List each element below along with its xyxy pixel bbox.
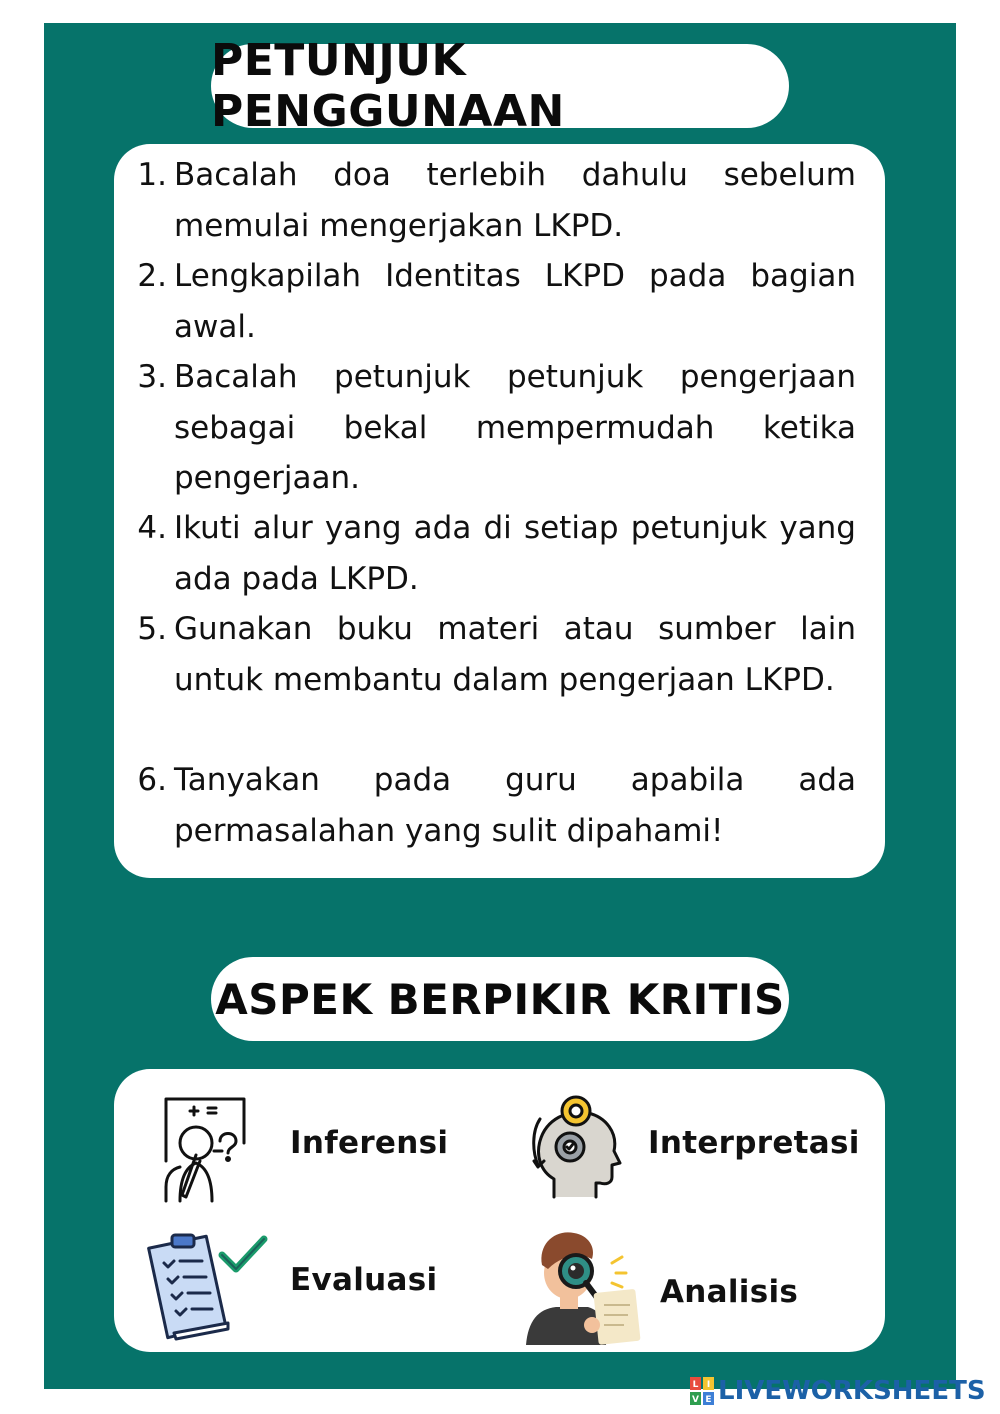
badge-letter: E: [705, 1395, 712, 1405]
liveworksheets-watermark: [690, 1376, 986, 1406]
instruction-text: Tanyakan pada guru apabila ada permasalahan yang sulit dipahami!: [174, 762, 856, 849]
badge-letter: V: [692, 1395, 699, 1405]
instruction-text: Gunakan buku materi atau sumber lain untuk membantu dalam pengerjaan LKPD.: [174, 611, 856, 698]
aspects-title: ASPEK BERPIKIR KRITIS: [211, 957, 789, 1041]
aspects-card: [114, 1069, 885, 1352]
liveworksheets-logo-icon: [690, 1377, 714, 1405]
instruction-number: 2.: [137, 258, 167, 294]
instruction-number: 1.: [137, 157, 167, 193]
badge-letter: L: [692, 1380, 699, 1390]
instruction-text: Bacalah petunjuk petunjuk pengerjaan sebagai bekal mempermudah ketika pengerjaan.: [174, 359, 856, 496]
watermark-text: LIVEWORKSHEETS: [718, 1376, 986, 1406]
aspect-label: Analisis: [660, 1274, 799, 1310]
instructions-list: [114, 144, 885, 878]
instruction-number: 6.: [137, 762, 167, 798]
clipboard-check-icon: [146, 1233, 270, 1343]
instruction-text: Ikuti alur yang ada di setiap petunjuk yang ada pada LKPD.: [174, 510, 856, 597]
aspect-item: [660, 1274, 798, 1310]
head-gears-icon: [526, 1091, 622, 1201]
badge-letter: I: [706, 1380, 711, 1390]
instructions-title: PETUNJUK PENGGUNAAN: [211, 44, 789, 128]
aspect-item: [290, 1125, 448, 1161]
instructions-card: [114, 144, 885, 878]
instruction-number: 3.: [137, 359, 167, 395]
instruction-number: 5.: [137, 611, 167, 647]
aspect-item: [290, 1262, 437, 1298]
instruction-text: Lengkapilah Identitas LKPD pada bagian awal.: [174, 258, 856, 345]
instruction-text: Bacalah doa terlebih dahulu sebelum memulai mengerjakan LKPD.: [174, 157, 856, 244]
aspect-label: Inferensi: [290, 1125, 449, 1161]
magnifier-person-icon: [526, 1225, 650, 1345]
aspect-label: Evaluasi: [290, 1262, 438, 1298]
aspect-label: Interpretasi: [648, 1125, 860, 1161]
thinking-person-icon: [152, 1091, 252, 1206]
aspect-item: [648, 1125, 860, 1161]
instruction-number: 4.: [137, 510, 167, 546]
